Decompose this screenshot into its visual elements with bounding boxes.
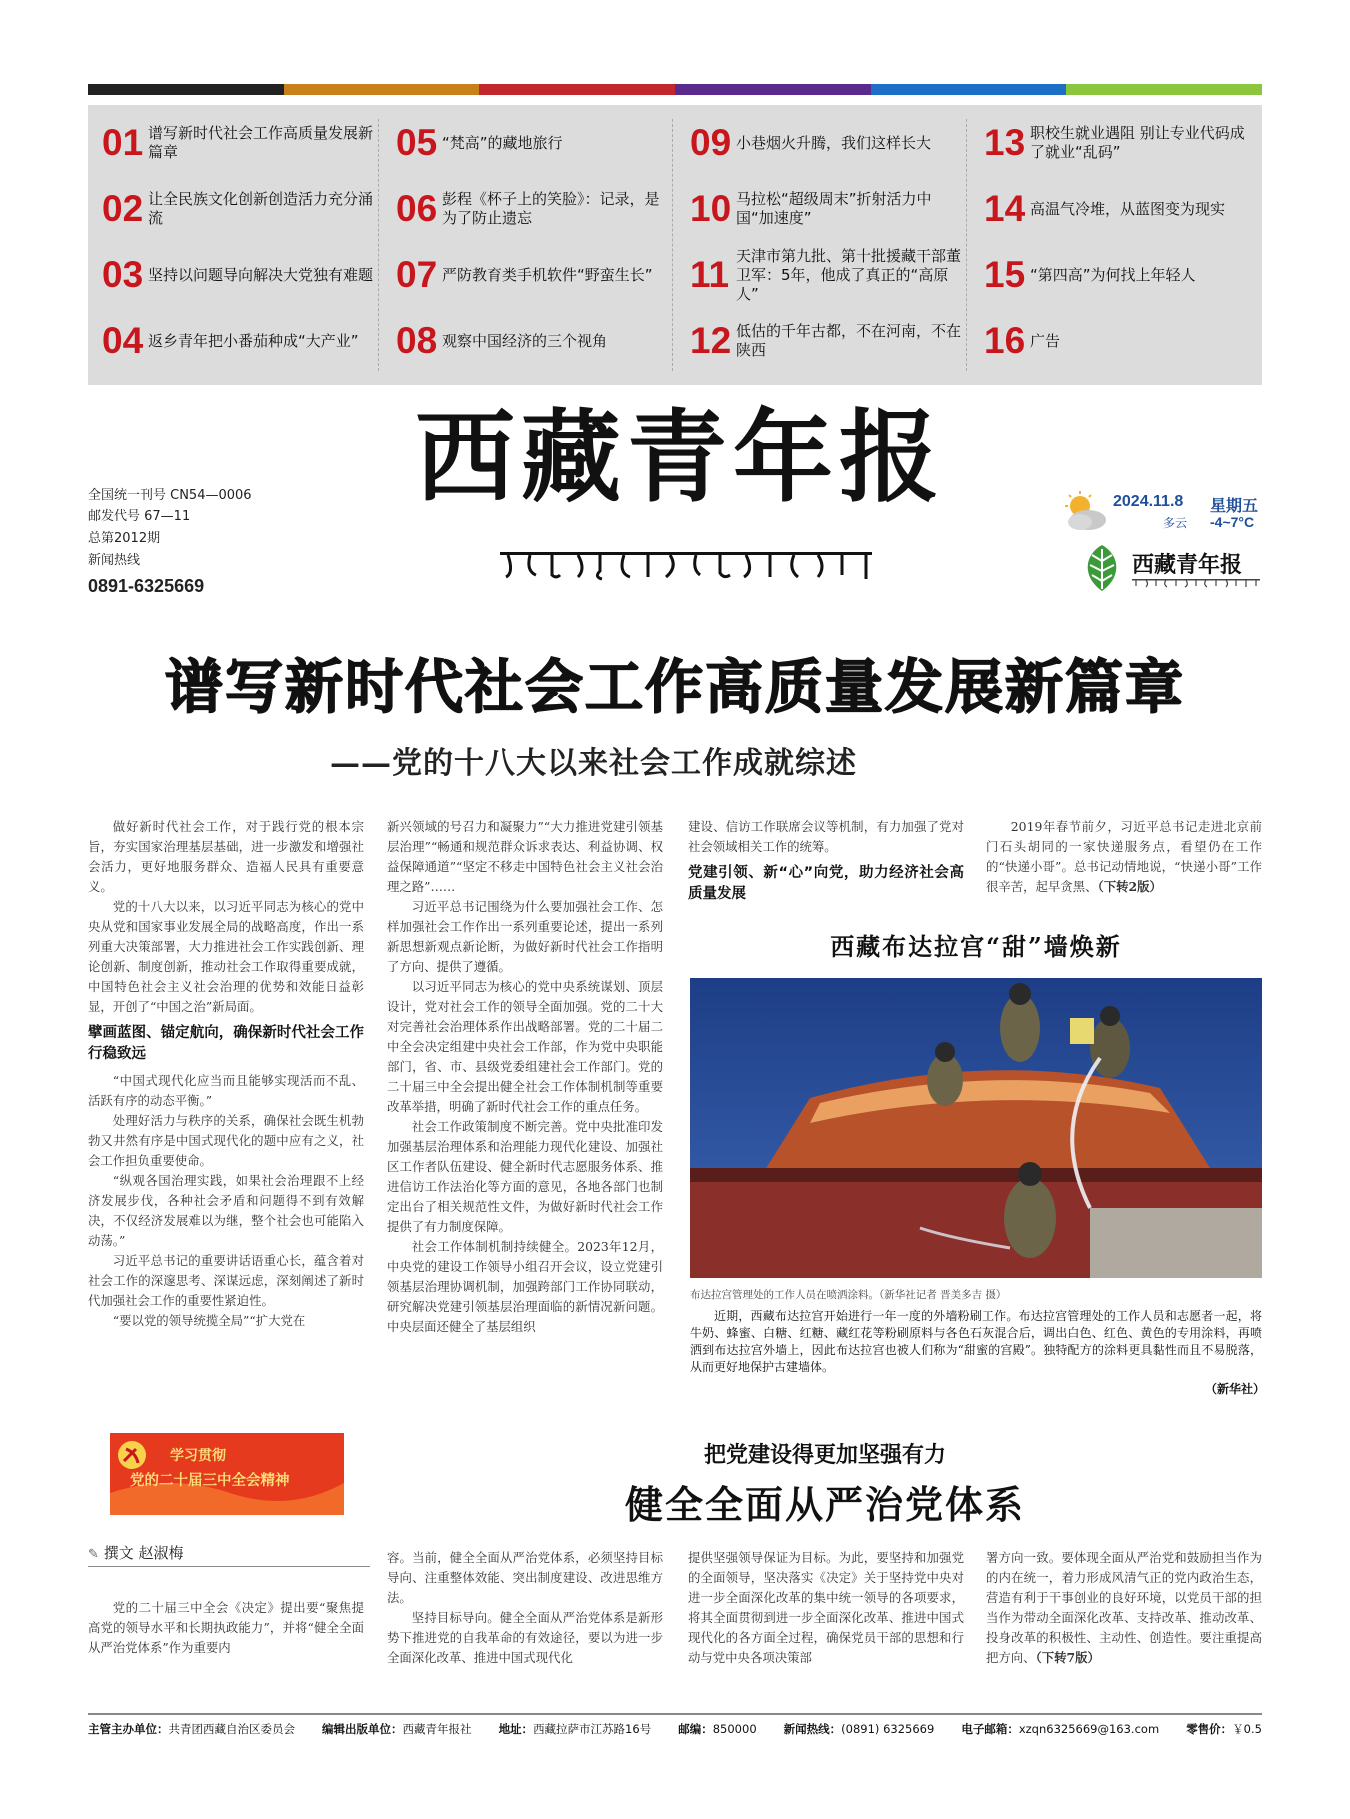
sub-headline: ——党的十八大以来社会工作成就综述 <box>330 746 857 781</box>
toc-divider <box>672 119 673 371</box>
paragraph: 做好新时代社会工作，对于践行党的根本宗旨，夯实国家治理基层基础，进一步激发和增强社会活力，更好地服务群众、造福人民具有重要意义。 <box>88 819 364 894</box>
table-of-contents <box>88 105 1262 385</box>
footer-address: 地址：西藏拉萨市江苏路16号 <box>498 1722 652 1736</box>
paragraph <box>986 817 1262 897</box>
toc-item[interactable] <box>970 115 1262 171</box>
paragraph: 社会工作政策制度不断完善。党中央批准印发加强基层治理体系和治理能力现代化建设、加强社区工作者队伍建设、健全新时代志愿服务体系、推进信访工作法治化等方面的意见，各地各部门也制定出台了相关规范性文件，为做好新时代社会工作提供了有力制度保障。 <box>387 1119 663 1234</box>
toc-item[interactable] <box>676 115 968 171</box>
paragraph: 习近平总书记的重要讲话语重心长，蕴含着对社会工作的深邃思考、深谋远虑，深刻阐述了新时代加强社会工作的重要性紧迫性。 <box>88 1253 364 1308</box>
toc-title: 广告 <box>1030 331 1061 350</box>
toc-page-number: 10 <box>690 188 732 229</box>
toc-page-number: 08 <box>396 320 438 361</box>
tibetan-script-title <box>500 548 880 582</box>
paragraph: 党的二十届三中全会《决定》提出要“聚焦提高党的领导水平和长期执政能力”，并将“健全全面从严治党体系”作为重要内 <box>88 1600 364 1655</box>
toc-column <box>382 115 674 375</box>
photo-source: （新华社） <box>1205 1382 1266 1396</box>
color-strip-segment <box>88 84 284 95</box>
photo-story-title: 西藏布达拉宫“甜”墙焕新 <box>830 932 1122 961</box>
toc-column <box>676 115 968 375</box>
toc-title: 谱写新时代社会工作高质量发展新篇章 <box>148 124 374 161</box>
toc-title: 天津市第九批、第十批援藏干部董卫军：5年，他成了真正的“高原人” <box>736 246 962 303</box>
article2-column-4 <box>986 1548 1262 1668</box>
toc-page-number: 09 <box>690 122 732 163</box>
study-banner <box>110 1433 344 1515</box>
paragraph: 坚持目标导向。健全全面从严治党体系是新形势下推进党的自我革命的有效途径，要以为进一步全面深化改革、推进中国式现代化 <box>387 1610 663 1665</box>
article-column-3 <box>688 817 964 911</box>
toc-item[interactable] <box>676 313 968 369</box>
toc-item[interactable] <box>382 313 674 369</box>
toc-item[interactable] <box>676 247 968 303</box>
toc-item[interactable] <box>88 313 380 369</box>
footer-price: 零售价：￥0.5 <box>1186 1722 1262 1736</box>
footer <box>88 1721 1262 1737</box>
toc-item[interactable] <box>970 313 1262 369</box>
paragraph-text: 署方向一致。要体现全面从严治党和鼓励担当作为的内在统一，着力形成风清气正的党内政治生态，营造有利于干事创业的良好环境，以党员干部的担当作为带动全面深化改革、支持改革、推动改革、投身改革的积极性、主动性、创造性。要注重提高把方向、 <box>986 1550 1262 1665</box>
toc-page-number: 05 <box>396 122 438 163</box>
toc-title: 让全民族文化创新创造活力充分涌流 <box>148 190 374 227</box>
masthead-title: 西藏青年报 <box>415 398 945 516</box>
toc-column <box>970 115 1262 375</box>
toc-title: 观察中国经济的三个视角 <box>442 331 608 350</box>
main-headline: 谱写新时代社会工作高质量发展新篇章 <box>164 653 1185 721</box>
weather-condition: 多云 <box>1163 516 1188 530</box>
toc-page-number: 02 <box>102 188 144 229</box>
issue-number: 总第2012期 <box>88 531 161 546</box>
footer-editor: 编辑出版单位：西藏青年报社 <box>322 1722 472 1736</box>
toc-page-number: 15 <box>984 254 1026 295</box>
continued-page-2: （下转2版） <box>1097 879 1162 894</box>
toc-page-number: 01 <box>102 122 144 163</box>
toc-item[interactable] <box>88 247 380 303</box>
toc-title: “第四高”为何找上年轻人 <box>1030 265 1196 284</box>
paragraph: 习近平总书记围绕为什么要加强社会工作、怎样加强社会工作作出一系列重要论述，提出一系列新思想新观点新论断，为做好新时代社会工作指明了方向、提供了遵循。 <box>387 899 663 974</box>
article2-column-2 <box>387 1548 663 1668</box>
toc-divider <box>966 119 967 371</box>
section-heading: 党建引领、新“心”向党，助力经济社会高质量发展 <box>688 865 964 902</box>
toc-page-number: 11 <box>690 254 730 295</box>
toc-page-number: 06 <box>396 188 438 229</box>
footer-hotline: 新闻热线：(0891) 6325669 <box>783 1722 935 1736</box>
toc-page-number: 13 <box>984 122 1026 163</box>
toc-title: 职校生就业遇阻 别让专业代码成了就业“乱码” <box>1030 124 1245 161</box>
issn: 全国统一刊号 CN54—0006 <box>88 488 252 503</box>
toc-title: 坚持以问题导向解决大党独有难题 <box>148 265 374 284</box>
toc-column <box>88 115 380 375</box>
paragraph: 社会工作体制机制持续健全。2023年12月，中央党的建设工作领导小组召开会议，设立党建引领基层治理协调机制，加强跨部门工作协同联动，研究解决党建引领基层治理面临的新情况新问题。中央层面还健全了基层组织 <box>387 1239 663 1334</box>
temperature: -4~7°C <box>1210 514 1255 530</box>
article2-kicker: 把党建设得更加坚强有力 <box>703 1443 946 1468</box>
color-strip-segment <box>479 84 675 95</box>
color-strip <box>88 84 1262 95</box>
toc-title: “梵高”的藏地旅行 <box>442 133 563 152</box>
toc-title: 高温气冷堆，从蓝图变为现实 <box>1030 199 1226 218</box>
toc-item[interactable] <box>676 181 968 237</box>
color-strip-segment <box>675 84 871 95</box>
leaf-logo-icon <box>1080 543 1124 593</box>
byline <box>88 1542 183 1563</box>
hotline-number: 0891-6325669 <box>88 576 205 596</box>
toc-item[interactable] <box>88 115 380 171</box>
footer-divider <box>88 1713 1262 1715</box>
article-column-4 <box>986 817 1262 897</box>
potala-palace-photo <box>690 978 1262 1278</box>
logo-text: 西藏青年报 <box>1132 552 1243 578</box>
toc-item[interactable] <box>382 115 674 171</box>
paragraph: 处理好活力与秩序的关系，确保社会既生机勃勃又井然有序是中国式现代化的题中应有之义，社会工作担负重要使命。 <box>88 1113 364 1168</box>
toc-item[interactable] <box>88 181 380 237</box>
logo-tibetan-script <box>1132 578 1262 588</box>
toc-title: 返乡青年把小番茄种成“大产业” <box>148 331 359 350</box>
toc-item[interactable] <box>382 247 674 303</box>
toc-title: 低估的千年古都，不在河南，不在陕西 <box>736 322 962 359</box>
toc-page-number: 12 <box>690 320 732 361</box>
color-strip-segment <box>871 84 1067 95</box>
toc-title: 彭程《杯子上的笑脸》：记录，是为了防止遗忘 <box>442 190 660 227</box>
banner-line-1: 学习贯彻 <box>170 1448 226 1464</box>
photo-credit: 布达拉宫管理处的工作人员在喷洒涂料。（新华社记者 晋美多吉 摄） <box>690 1289 1007 1301</box>
paragraph <box>986 1548 1262 1668</box>
footer-email: 电子邮箱：xzqn6325669@163.com <box>961 1722 1160 1736</box>
toc-title: 小巷烟火升腾，我们这样长大 <box>736 133 932 152</box>
color-strip-segment <box>284 84 480 95</box>
toc-page-number: 16 <box>984 320 1026 361</box>
toc-item[interactable] <box>382 181 674 237</box>
paragraph: 建设、信访工作联席会议等机制，有力加强了党对社会领域相关工作的统筹。 <box>688 819 964 854</box>
toc-page-number: 04 <box>102 320 144 361</box>
paragraph: 提供坚强领导保证为目标。为此，要坚持和加强党的全面领导，坚决落实《决定》关于坚持党中央对进一步全面深化改革的集中统一领导的各项要求，将其全面贯彻到进一步全面深化改革、推进中国式现代化的各方面全过程，确保党员干部的思想和行动与党中央各项决策部 <box>688 1550 964 1665</box>
paragraph: “要以党的领导统揽全局”“扩大党在 <box>112 1313 306 1328</box>
article-column-1 <box>88 817 364 1331</box>
weekday: 星期五 <box>1210 498 1259 515</box>
article2-title: 健全全面从严治党体系 <box>624 1483 1025 1527</box>
paragraph-text: 2019年春节前夕，习近平总书记走进北京前门石头胡同的一家快递服务点，看望仍在工作的“快递小哥”。总书记动情地说，“快递小哥”工作很辛苦，起早贪黑、 <box>986 819 1262 894</box>
paragraph: 党的十八大以来，以习近平同志为核心的党中央从党和国家事业发展全局的战略高度，作出一系列重大决策部署，大力推进社会工作实践创新、理论创新、制度创新，推动社会工作取得重要成就，中国特色社会主义社会治理的优势和效能日益彰显，开创了“中国之治”新局面。 <box>88 899 364 1014</box>
postal-code: 邮发代号 67—11 <box>88 509 191 524</box>
toc-divider <box>378 119 379 371</box>
toc-title: 马拉松“超级周末”折射活力中国“加速度” <box>736 190 932 227</box>
toc-title: 严防教育类手机软件“野蛮生长” <box>442 265 653 284</box>
article2-column-1 <box>88 1598 364 1658</box>
banner-line-2: 党的二十届三中全会精神 <box>130 1473 290 1489</box>
byline-text: 撰文 赵淑梅 <box>103 1544 184 1562</box>
toc-item[interactable] <box>970 247 1262 303</box>
article-column-2 <box>387 817 663 1337</box>
footer-sponsor: 主管主办单位：共青团西藏自治区委员会 <box>88 1722 295 1736</box>
paragraph: “中国式现代化应当而且能够实现活而不乱、活跃有序的动态平衡。” <box>88 1073 364 1108</box>
photo-caption <box>690 1308 1262 1376</box>
caption-text: 近期，西藏布达拉宫开始进行一年一度的外墙粉刷工作。布达拉宫管理处的工作人员和志愿者一起，将牛奶、蜂蜜、白糖、红糖、藏红花等粉刷原料与各色石灰混合后，调出白色、红色、黄色的专用涂料，再喷洒到布达拉宫外墙上，因此布达拉宫也被人们称为“甜蜜的宫殿”。独特配方的涂料更具黏性而且不易脱落，从而更好地保护古建墙体。 <box>690 1309 1262 1374</box>
toc-page-number: 03 <box>102 254 144 295</box>
hotline-label: 新闻热线 <box>88 553 141 568</box>
toc-page-number: 14 <box>984 188 1026 229</box>
pen-icon: ✎ <box>88 1547 99 1562</box>
byline-divider <box>88 1566 370 1567</box>
paragraph: 以习近平同志为核心的党中央系统谋划、顶层设计，党对社会工作的领导全面加强。党的二十大对完善社会治理体系作出战略部署。党的二十届二中全会决定组建中央社会工作部，作为党中央职能部门，省、市、县级党委组建社会工作部门。党的二十届三中全会提出健全社会工作体制机制等重要改革举措，明确了新时代社会工作的重点任务。 <box>387 979 663 1114</box>
paragraph: “纵观各国治理实践，如果社会治理跟不上经济发展步伐，各种社会矛盾和问题得不到有效解决，不仅经济发展难以为继，整个社会也可能陷入动荡。” <box>88 1173 364 1248</box>
partly-cloudy-icon <box>1060 490 1110 534</box>
footer-zip: 邮编：850000 <box>678 1722 757 1736</box>
issue-date: 2024.11.8 <box>1113 493 1184 510</box>
paragraph: 新兴领域的号召力和凝聚力”“大力推进党建引领基层治理”“畅通和规范群众诉求表达、利益协调、权益保障通道”“坚定不移走中国特色社会主义社会治理之路”…… <box>387 819 663 894</box>
toc-page-number: 07 <box>396 254 438 295</box>
continued-page-7: （下转7版） <box>1035 1650 1100 1665</box>
section-heading: 擘画蓝图、锚定航向，确保新时代社会工作行稳致远 <box>88 1025 364 1062</box>
toc-item[interactable] <box>970 181 1262 237</box>
paragraph: 容。当前，健全全面从严治党体系，必须坚持目标导向、注重整体效能、突出制度建设、改进思维方法。 <box>387 1550 663 1605</box>
color-strip-segment <box>1066 84 1262 95</box>
article2-column-3 <box>688 1548 964 1668</box>
